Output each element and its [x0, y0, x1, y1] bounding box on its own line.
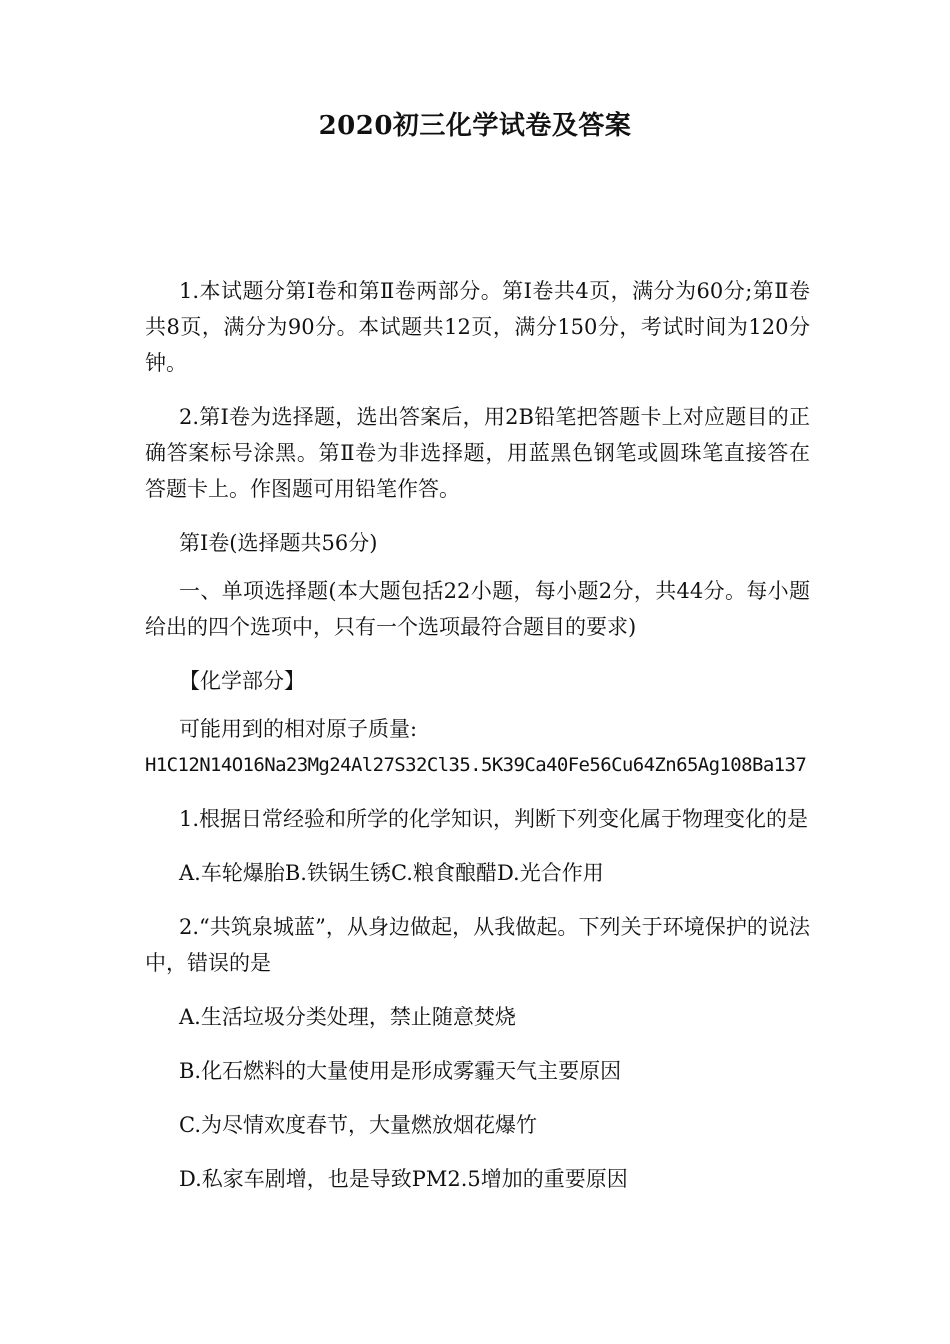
- question-1-options: A.车轮爆胎B.铁锅生锈C.粮食酿醋D.光合作用: [179, 861, 604, 885]
- chem-heading: 【化学部分】: [179, 669, 305, 693]
- question-2-option-b: B.化石燃料的大量使用是形成雾霾天气主要原因: [179, 1059, 622, 1083]
- question-2-stem: 2.“共筑泉城蓝”，从身边做起，从我做起。下列关于环境保护的说法中，错误的是: [145, 915, 810, 975]
- instruction-1: 1.本试题分第Ⅰ卷和第Ⅱ卷两部分。第Ⅰ卷共4页，满分为60分;第Ⅱ卷共8页，满分为90分。本试题共12页，满分150分，考试时间为120分钟。: [145, 279, 810, 375]
- instruction-2: 2.第Ⅰ卷为选择题，选出答案后，用2B铅笔把答题卡上对应题目的正确答案标号涂黑。第Ⅱ卷为非选择题，用蓝黑色钢笔或圆珠笔直接答在答题卡上。作图题可用铅笔作答。: [145, 405, 810, 501]
- question-1-stem: 1.根据日常经验和所学的化学知识，判断下列变化属于物理变化的是: [179, 807, 809, 831]
- part-heading: 一、单项选择题(本大题包括22小题，每小题2分，共44分。每小题给出的四个选项中，只有一个选项最符合题目的要求): [145, 579, 810, 639]
- section-heading: 第Ⅰ卷(选择题共56分): [179, 531, 378, 555]
- question-2-option-d: D.私家车剧增，也是导致PM2.5增加的重要原因: [179, 1167, 628, 1191]
- atomic-mass-label: 可能用到的相对原子质量:: [179, 717, 418, 741]
- question-2-option-c: C.为尽情欢度春节，大量燃放烟花爆竹: [179, 1113, 537, 1137]
- question-2-option-a: A.生活垃圾分类处理，禁止随意焚烧: [179, 1005, 516, 1029]
- document-body: [145, 273, 810, 1215]
- atomic-mass-values: H1C12N14O16Na23Mg24Al27S32Cl35.5K39Ca40Fe56Cu64Zn65Ag108Ba137: [145, 754, 807, 776]
- atomic-mass-block: [145, 711, 810, 783]
- document-title: 2020初三化学试卷及答案: [318, 111, 632, 141]
